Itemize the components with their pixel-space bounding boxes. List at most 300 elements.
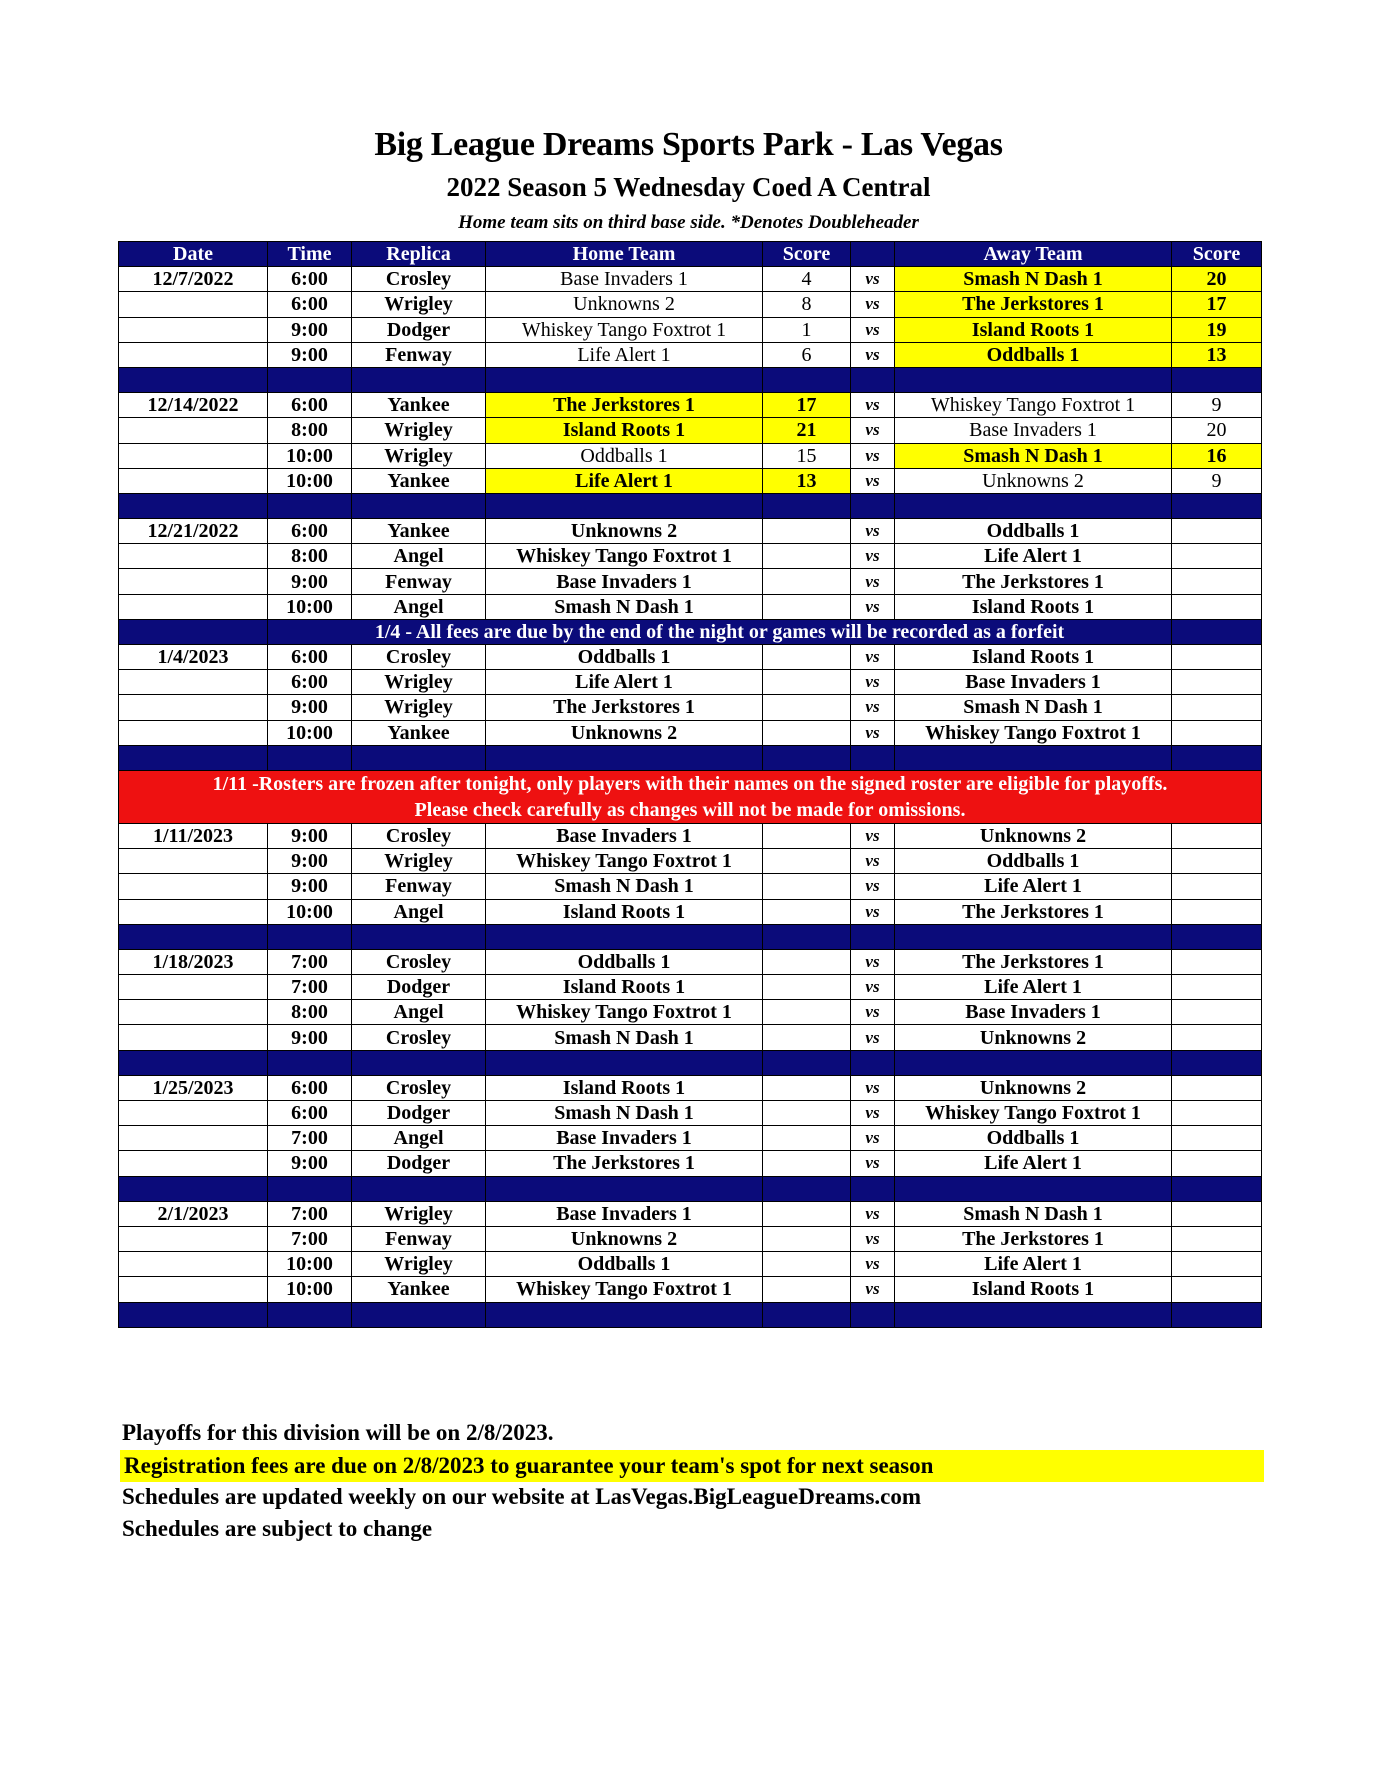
away-score-cell — [1172, 874, 1262, 899]
table-row — [119, 393, 1262, 418]
table-row — [119, 594, 1262, 619]
date-cell — [119, 1025, 268, 1050]
date-cell — [119, 1000, 268, 1025]
date-cell: 2/1/2023 — [119, 1201, 268, 1226]
vs-label: vs — [851, 569, 895, 594]
home-team-cell: Island Roots 1 — [486, 1075, 763, 1100]
away-score-cell — [1172, 670, 1262, 695]
vs-label: vs — [851, 1025, 895, 1050]
vs-label: vs — [851, 468, 895, 493]
separator-cell — [119, 745, 268, 770]
home-score-cell — [763, 1201, 851, 1226]
table-row — [119, 1151, 1262, 1176]
separator-cell — [763, 367, 851, 392]
time-cell: 9:00 — [268, 342, 352, 367]
column-header-time: Time — [268, 242, 352, 267]
away-score-cell: 20 — [1172, 267, 1262, 292]
away-team-cell: Oddballs 1 — [895, 519, 1172, 544]
field-cell: Angel — [352, 594, 486, 619]
separator-cell — [1172, 619, 1262, 644]
page-title: Big League Dreams Sports Park - Las Vegas — [374, 126, 1003, 163]
time-cell: 8:00 — [268, 1000, 352, 1025]
home-team-cell: Unknowns 2 — [486, 1226, 763, 1251]
home-score-cell — [763, 1101, 851, 1126]
separator-cell — [268, 493, 352, 518]
table-row — [119, 468, 1262, 493]
field-cell: Angel — [352, 544, 486, 569]
date-cell: 12/21/2022 — [119, 519, 268, 544]
field-cell: Crosley — [352, 1075, 486, 1100]
home-team-cell: Whiskey Tango Foxtrot 1 — [486, 849, 763, 874]
column-header-away-score: Score — [1172, 242, 1262, 267]
time-cell: 9:00 — [268, 317, 352, 342]
table-row — [119, 519, 1262, 544]
away-score-cell: 16 — [1172, 443, 1262, 468]
table-row — [119, 569, 1262, 594]
home-team-cell: Oddballs 1 — [486, 1252, 763, 1277]
field-cell: Fenway — [352, 569, 486, 594]
date-cell — [119, 418, 268, 443]
date-cell: 1/4/2023 — [119, 645, 268, 670]
vs-label: vs — [851, 899, 895, 924]
table-row — [119, 670, 1262, 695]
vs-label: vs — [851, 418, 895, 443]
vs-label: vs — [851, 1252, 895, 1277]
home-team-cell: Whiskey Tango Foxtrot 1 — [486, 1000, 763, 1025]
away-team-cell: Base Invaders 1 — [895, 670, 1172, 695]
schedule-table — [118, 241, 1262, 1328]
date-cell: 12/7/2022 — [119, 267, 268, 292]
date-cell — [119, 342, 268, 367]
separator-cell — [352, 1050, 486, 1075]
time-cell: 7:00 — [268, 975, 352, 1000]
field-cell: Dodger — [352, 1151, 486, 1176]
away-team-cell: Smash N Dash 1 — [895, 695, 1172, 720]
home-score-cell: 21 — [763, 418, 851, 443]
away-team-cell: Smash N Dash 1 — [895, 443, 1172, 468]
table-header-row — [119, 242, 1262, 267]
vs-label: vs — [851, 292, 895, 317]
home-score-cell — [763, 874, 851, 899]
home-score-cell — [763, 544, 851, 569]
date-cell — [119, 720, 268, 745]
separator-cell — [763, 924, 851, 949]
away-score-cell — [1172, 720, 1262, 745]
date-cell: 1/18/2023 — [119, 949, 268, 974]
week-separator — [119, 367, 1262, 392]
home-score-cell — [763, 1025, 851, 1050]
separator-cell — [763, 1050, 851, 1075]
home-team-cell: Smash N Dash 1 — [486, 1025, 763, 1050]
time-cell: 7:00 — [268, 1201, 352, 1226]
away-team-cell: Island Roots 1 — [895, 317, 1172, 342]
registration-notice: Registration fees are due on 2/8/2023 to guarantee your team's spot for next season — [120, 1450, 1264, 1482]
vs-label: vs — [851, 1075, 895, 1100]
column-header-replica: Replica — [352, 242, 486, 267]
away-score-cell — [1172, 1075, 1262, 1100]
separator-cell — [1172, 1302, 1262, 1327]
away-score-cell — [1172, 949, 1262, 974]
column-header-date: Date — [119, 242, 268, 267]
home-team-cell: Oddballs 1 — [486, 949, 763, 974]
field-cell: Yankee — [352, 468, 486, 493]
week-separator — [119, 1176, 1262, 1201]
table-row — [119, 849, 1262, 874]
home-score-cell: 13 — [763, 468, 851, 493]
date-cell — [119, 1226, 268, 1251]
separator-cell — [119, 1302, 268, 1327]
home-team-cell: Oddballs 1 — [486, 645, 763, 670]
table-row — [119, 1126, 1262, 1151]
separator-cell — [119, 1050, 268, 1075]
home-score-cell: 4 — [763, 267, 851, 292]
roster-alert-line-2: Please check carefully as changes will not be made for omissions. — [414, 798, 966, 821]
fees-notice-row — [119, 619, 1262, 644]
time-cell: 9:00 — [268, 849, 352, 874]
vs-label: vs — [851, 874, 895, 899]
column-header-away-team: Away Team — [895, 242, 1172, 267]
time-cell: 6:00 — [268, 670, 352, 695]
field-cell: Wrigley — [352, 695, 486, 720]
vs-label: vs — [851, 645, 895, 670]
away-score-cell: 17 — [1172, 292, 1262, 317]
roster-alert-row — [119, 770, 1262, 823]
home-team-cell: Life Alert 1 — [486, 670, 763, 695]
table-row — [119, 1252, 1262, 1277]
away-score-cell — [1172, 823, 1262, 848]
week-separator — [119, 924, 1262, 949]
date-cell — [119, 849, 268, 874]
away-team-cell: The Jerkstores 1 — [895, 292, 1172, 317]
away-score-cell — [1172, 1226, 1262, 1251]
vs-label: vs — [851, 975, 895, 1000]
field-cell: Fenway — [352, 342, 486, 367]
date-cell — [119, 468, 268, 493]
time-cell: 9:00 — [268, 1025, 352, 1050]
away-team-cell: Life Alert 1 — [895, 975, 1172, 1000]
home-score-cell — [763, 1126, 851, 1151]
separator-cell — [352, 367, 486, 392]
away-team-cell: The Jerkstores 1 — [895, 569, 1172, 594]
field-cell: Yankee — [352, 1277, 486, 1302]
table-row — [119, 443, 1262, 468]
field-cell: Yankee — [352, 519, 486, 544]
schedule-change-notice: Schedules are subject to change — [122, 1516, 433, 1541]
date-cell — [119, 975, 268, 1000]
separator-cell — [1172, 745, 1262, 770]
date-cell: 1/25/2023 — [119, 1075, 268, 1100]
separator-cell — [851, 493, 895, 518]
vs-label: vs — [851, 695, 895, 720]
website-notice: Schedules are updated weekly on our website at LasVegas.BigLeagueDreams.com — [122, 1484, 922, 1509]
time-cell: 10:00 — [268, 468, 352, 493]
week-separator — [119, 1302, 1262, 1327]
home-team-cell: The Jerkstores 1 — [486, 1151, 763, 1176]
separator-cell — [763, 493, 851, 518]
separator-cell — [486, 1176, 763, 1201]
away-team-cell: Life Alert 1 — [895, 874, 1172, 899]
vs-label: vs — [851, 519, 895, 544]
away-score-cell — [1172, 1252, 1262, 1277]
time-cell: 8:00 — [268, 544, 352, 569]
separator-cell — [1172, 1050, 1262, 1075]
date-cell — [119, 292, 268, 317]
home-score-cell — [763, 645, 851, 670]
home-team-cell: Smash N Dash 1 — [486, 874, 763, 899]
field-cell: Dodger — [352, 975, 486, 1000]
date-cell — [119, 1252, 268, 1277]
away-score-cell — [1172, 569, 1262, 594]
separator-cell — [119, 924, 268, 949]
separator-cell — [851, 1050, 895, 1075]
table-row — [119, 823, 1262, 848]
home-team-cell: Life Alert 1 — [486, 342, 763, 367]
separator-cell — [1172, 1176, 1262, 1201]
page-subtitle: 2022 Season 5 Wednesday Coed A Central — [446, 172, 931, 202]
home-score-cell — [763, 569, 851, 594]
table-row — [119, 874, 1262, 899]
away-score-cell: 9 — [1172, 468, 1262, 493]
home-score-cell — [763, 594, 851, 619]
vs-label: vs — [851, 849, 895, 874]
column-header-home-score: Score — [763, 242, 851, 267]
table-row — [119, 1201, 1262, 1226]
field-cell: Crosley — [352, 949, 486, 974]
away-team-cell: Whiskey Tango Foxtrot 1 — [895, 393, 1172, 418]
away-team-cell: Smash N Dash 1 — [895, 267, 1172, 292]
away-team-cell: Unknowns 2 — [895, 823, 1172, 848]
vs-label: vs — [851, 443, 895, 468]
time-cell: 6:00 — [268, 267, 352, 292]
field-cell: Fenway — [352, 874, 486, 899]
table-row — [119, 720, 1262, 745]
away-team-cell: The Jerkstores 1 — [895, 899, 1172, 924]
separator-cell — [119, 619, 268, 644]
field-cell: Crosley — [352, 645, 486, 670]
separator-cell — [851, 745, 895, 770]
home-score-cell — [763, 975, 851, 1000]
separator-cell — [268, 1302, 352, 1327]
home-score-cell — [763, 1277, 851, 1302]
home-team-cell: Whiskey Tango Foxtrot 1 — [486, 317, 763, 342]
home-score-cell — [763, 849, 851, 874]
separator-cell — [268, 924, 352, 949]
time-cell: 10:00 — [268, 720, 352, 745]
home-team-cell: Base Invaders 1 — [486, 1126, 763, 1151]
vs-label: vs — [851, 1126, 895, 1151]
separator-cell — [1172, 493, 1262, 518]
field-cell: Crosley — [352, 1025, 486, 1050]
separator-cell — [486, 367, 763, 392]
home-team-cell: Unknowns 2 — [486, 519, 763, 544]
separator-cell — [352, 1176, 486, 1201]
separator-cell — [763, 745, 851, 770]
away-team-cell: Life Alert 1 — [895, 1252, 1172, 1277]
time-cell: 10:00 — [268, 443, 352, 468]
field-cell: Wrigley — [352, 418, 486, 443]
away-team-cell: The Jerkstores 1 — [895, 949, 1172, 974]
date-cell — [119, 594, 268, 619]
separator-cell — [486, 493, 763, 518]
field-cell: Crosley — [352, 823, 486, 848]
vs-label: vs — [851, 342, 895, 367]
separator-cell — [119, 1176, 268, 1201]
vs-label: vs — [851, 670, 895, 695]
time-cell: 7:00 — [268, 1126, 352, 1151]
vs-label: vs — [851, 1000, 895, 1025]
table-row — [119, 1277, 1262, 1302]
vs-label: vs — [851, 393, 895, 418]
away-score-cell: 13 — [1172, 342, 1262, 367]
away-score-cell: 19 — [1172, 317, 1262, 342]
separator-cell — [268, 1176, 352, 1201]
home-team-cell: Smash N Dash 1 — [486, 594, 763, 619]
away-team-cell: Smash N Dash 1 — [895, 1201, 1172, 1226]
away-team-cell: Unknowns 2 — [895, 1025, 1172, 1050]
separator-cell — [895, 367, 1172, 392]
field-cell: Crosley — [352, 267, 486, 292]
home-score-cell — [763, 695, 851, 720]
separator-cell — [486, 924, 763, 949]
separator-cell — [486, 1302, 763, 1327]
home-score-cell — [763, 1226, 851, 1251]
roster-alert — [119, 770, 1262, 823]
field-cell: Yankee — [352, 393, 486, 418]
home-team-cell: Island Roots 1 — [486, 899, 763, 924]
field-cell: Angel — [352, 1126, 486, 1151]
date-cell — [119, 317, 268, 342]
separator-cell — [268, 745, 352, 770]
home-score-cell — [763, 823, 851, 848]
vs-label: vs — [851, 1277, 895, 1302]
away-team-cell: Base Invaders 1 — [895, 418, 1172, 443]
field-cell: Fenway — [352, 1226, 486, 1251]
vs-label: vs — [851, 544, 895, 569]
away-team-cell: Island Roots 1 — [895, 594, 1172, 619]
date-cell — [119, 899, 268, 924]
home-team-cell: Island Roots 1 — [486, 975, 763, 1000]
vs-label: vs — [851, 949, 895, 974]
away-team-cell: Whiskey Tango Foxtrot 1 — [895, 1101, 1172, 1126]
away-score-cell — [1172, 544, 1262, 569]
separator-cell — [895, 745, 1172, 770]
vs-label: vs — [851, 1201, 895, 1226]
table-row — [119, 1226, 1262, 1251]
column-header-vs — [851, 242, 895, 267]
field-cell: Dodger — [352, 1101, 486, 1126]
away-team-cell: Island Roots 1 — [895, 1277, 1172, 1302]
home-team-cell: Whiskey Tango Foxtrot 1 — [486, 544, 763, 569]
separator-cell — [268, 1050, 352, 1075]
field-cell: Wrigley — [352, 849, 486, 874]
table-row — [119, 544, 1262, 569]
separator-cell — [895, 924, 1172, 949]
table-row — [119, 1025, 1262, 1050]
separator-cell — [352, 1302, 486, 1327]
table-row — [119, 1101, 1262, 1126]
away-score-cell — [1172, 1101, 1262, 1126]
time-cell: 7:00 — [268, 949, 352, 974]
table-row — [119, 1075, 1262, 1100]
vs-label: vs — [851, 317, 895, 342]
week-separator — [119, 1050, 1262, 1075]
vs-label: vs — [851, 267, 895, 292]
home-team-cell: Base Invaders 1 — [486, 569, 763, 594]
away-score-cell — [1172, 1000, 1262, 1025]
vs-label: vs — [851, 1226, 895, 1251]
home-score-cell: 6 — [763, 342, 851, 367]
away-score-cell — [1172, 899, 1262, 924]
away-score-cell — [1172, 645, 1262, 670]
home-team-cell: Smash N Dash 1 — [486, 1101, 763, 1126]
separator-cell — [851, 1302, 895, 1327]
field-cell: Angel — [352, 899, 486, 924]
separator-cell — [352, 745, 486, 770]
table-row — [119, 418, 1262, 443]
date-cell: 12/14/2022 — [119, 393, 268, 418]
home-score-cell — [763, 899, 851, 924]
away-score-cell — [1172, 594, 1262, 619]
home-score-cell — [763, 720, 851, 745]
field-cell: Dodger — [352, 317, 486, 342]
date-cell — [119, 695, 268, 720]
table-row — [119, 645, 1262, 670]
home-team-cell: Whiskey Tango Foxtrot 1 — [486, 1277, 763, 1302]
home-team-cell: The Jerkstores 1 — [486, 393, 763, 418]
field-cell: Yankee — [352, 720, 486, 745]
home-score-cell: 8 — [763, 292, 851, 317]
time-cell: 7:00 — [268, 1226, 352, 1251]
away-score-cell — [1172, 1151, 1262, 1176]
date-cell — [119, 1277, 268, 1302]
schedule-note: Home team sits on third base side. *Denotes Doubleheader — [458, 212, 919, 233]
home-score-cell — [763, 1075, 851, 1100]
roster-alert-line-1: 1/11 -Rosters are frozen after tonight, only players with their names on the signed roster are eligible for playoffs. — [212, 772, 1168, 795]
table-row — [119, 1000, 1262, 1025]
time-cell: 8:00 — [268, 418, 352, 443]
separator-cell — [851, 924, 895, 949]
home-score-cell: 1 — [763, 317, 851, 342]
time-cell: 9:00 — [268, 1151, 352, 1176]
date-cell — [119, 670, 268, 695]
away-score-cell — [1172, 695, 1262, 720]
home-score-cell — [763, 670, 851, 695]
vs-label: vs — [851, 1101, 895, 1126]
away-score-cell — [1172, 975, 1262, 1000]
time-cell: 6:00 — [268, 1101, 352, 1126]
home-score-cell: 17 — [763, 393, 851, 418]
away-team-cell: Island Roots 1 — [895, 645, 1172, 670]
separator-cell — [268, 367, 352, 392]
away-team-cell: Life Alert 1 — [895, 544, 1172, 569]
date-cell — [119, 544, 268, 569]
date-cell — [119, 1101, 268, 1126]
away-score-cell: 9 — [1172, 393, 1262, 418]
week-separator — [119, 745, 1262, 770]
home-score-cell — [763, 1000, 851, 1025]
column-header-home-team: Home Team — [486, 242, 763, 267]
home-score-cell — [763, 519, 851, 544]
separator-cell — [119, 493, 268, 518]
time-cell: 6:00 — [268, 645, 352, 670]
time-cell: 9:00 — [268, 823, 352, 848]
away-team-cell: Oddballs 1 — [895, 1126, 1172, 1151]
separator-cell — [352, 493, 486, 518]
away-team-cell: The Jerkstores 1 — [895, 1226, 1172, 1251]
field-cell: Wrigley — [352, 1201, 486, 1226]
time-cell: 6:00 — [268, 519, 352, 544]
separator-cell — [486, 1050, 763, 1075]
